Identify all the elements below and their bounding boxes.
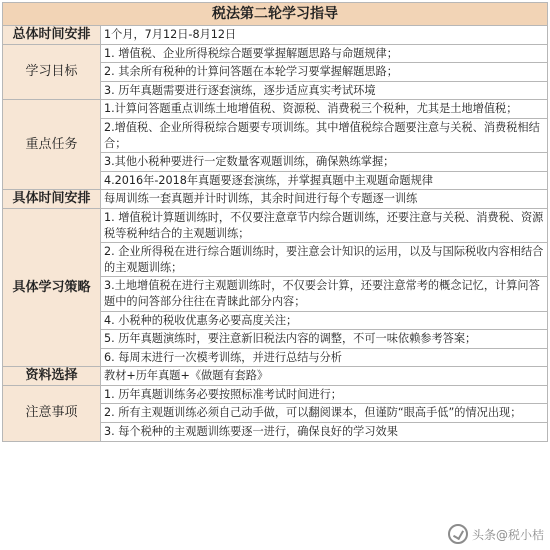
- watermark: [448, 524, 544, 544]
- row-materials: [3, 367, 548, 386]
- watermark-text: 头条@税小桔: [471, 527, 544, 542]
- label-notes: 注意事项: [3, 385, 101, 441]
- strategy-item: 3.土地增值税在进行主观题训练时，不仅要会计算，还要注意常考的概念记忆，计算问答题中的问答部分往往在青睐此部分内容；: [101, 277, 548, 311]
- value-overall-schedule: 1个月，7月12日-8月12日: [101, 26, 548, 45]
- label-materials: 资料选择: [3, 367, 101, 386]
- table-title: 税法第二轮学习指导: [3, 3, 548, 26]
- toutiao-logo-icon: [448, 524, 468, 544]
- task-item: 1.计算问答题重点训练土地增值税、资源税、消费税三个税种，尤其是土地增值税；: [101, 100, 548, 119]
- note-item: 3. 每个税种的主观题训练要逐一进行，确保良好的学习效果: [101, 423, 548, 442]
- row-detailed-schedule: [3, 190, 548, 209]
- goal-item: 2. 其余所有税种的计算问答题在本轮学习要掌握解题思路；: [101, 63, 548, 82]
- task-item: 3.其他小税种要进行一定数量客观题训练，确保熟练掌握；: [101, 153, 548, 172]
- strategy-item: 4. 小税种的税收优惠务必要高度关注；: [101, 311, 548, 330]
- label-learning-goals: 学习目标: [3, 44, 101, 100]
- task-item: 2.增值税、企业所得税综合题要专项训练。其中增值税综合题要注意与关税、消费税相结合；: [101, 118, 548, 152]
- label-key-tasks: 重点任务: [3, 100, 101, 190]
- row-note-1: [3, 385, 548, 404]
- goal-item: 3. 历年真题需要进行逐套演练，逐步适应真实考试环境: [101, 81, 548, 100]
- value-materials: 教材+历年真题+《做题有套路》: [101, 367, 548, 386]
- label-detailed-schedule: 具体时间安排: [3, 190, 101, 209]
- label-overall-schedule: 总体时间安排: [3, 26, 101, 45]
- note-item: 1. 历年真题训练务必要按照标准考试时间进行；: [101, 385, 548, 404]
- title-row: [3, 3, 548, 26]
- strategy-item: 6. 每周末进行一次模考训练，并进行总结与分析: [101, 348, 548, 367]
- row-task-1: [3, 100, 548, 119]
- note-item: 2. 所有主观题训练必须自己动手做，可以翻阅课本，但谨防“眼高手低”的情况出现；: [101, 404, 548, 423]
- task-item: 4.2016年-2018年真题要逐套演练，并掌握真题中主观题命题规律: [101, 171, 548, 190]
- strategy-item: 5. 历年真题演练时，要注意新旧税法内容的调整，不可一味依赖参考答案；: [101, 330, 548, 349]
- row-strategy-1: [3, 208, 548, 242]
- study-guide-table: [2, 2, 548, 442]
- strategy-item: 1. 增值税计算题训练时，不仅要注意章节内综合题训练，还要注意与关税、消费税、资源税等税种结合的主观题训练；: [101, 208, 548, 242]
- row-overall-schedule: [3, 26, 548, 45]
- goal-item: 1. 增值税、企业所得税综合题要掌握解题思路与命题规律；: [101, 44, 548, 63]
- label-strategy: 具体学习策略: [3, 208, 101, 366]
- row-goal-1: [3, 44, 548, 63]
- value-detailed-schedule: 每周训练一套真题并计时训练，其余时间进行每个专题逐一训练: [101, 190, 548, 209]
- strategy-item: 2. 企业所得税在进行综合题训练时，要注意会计知识的运用，以及与国际税收内容相结合的主观题训练；: [101, 243, 548, 277]
